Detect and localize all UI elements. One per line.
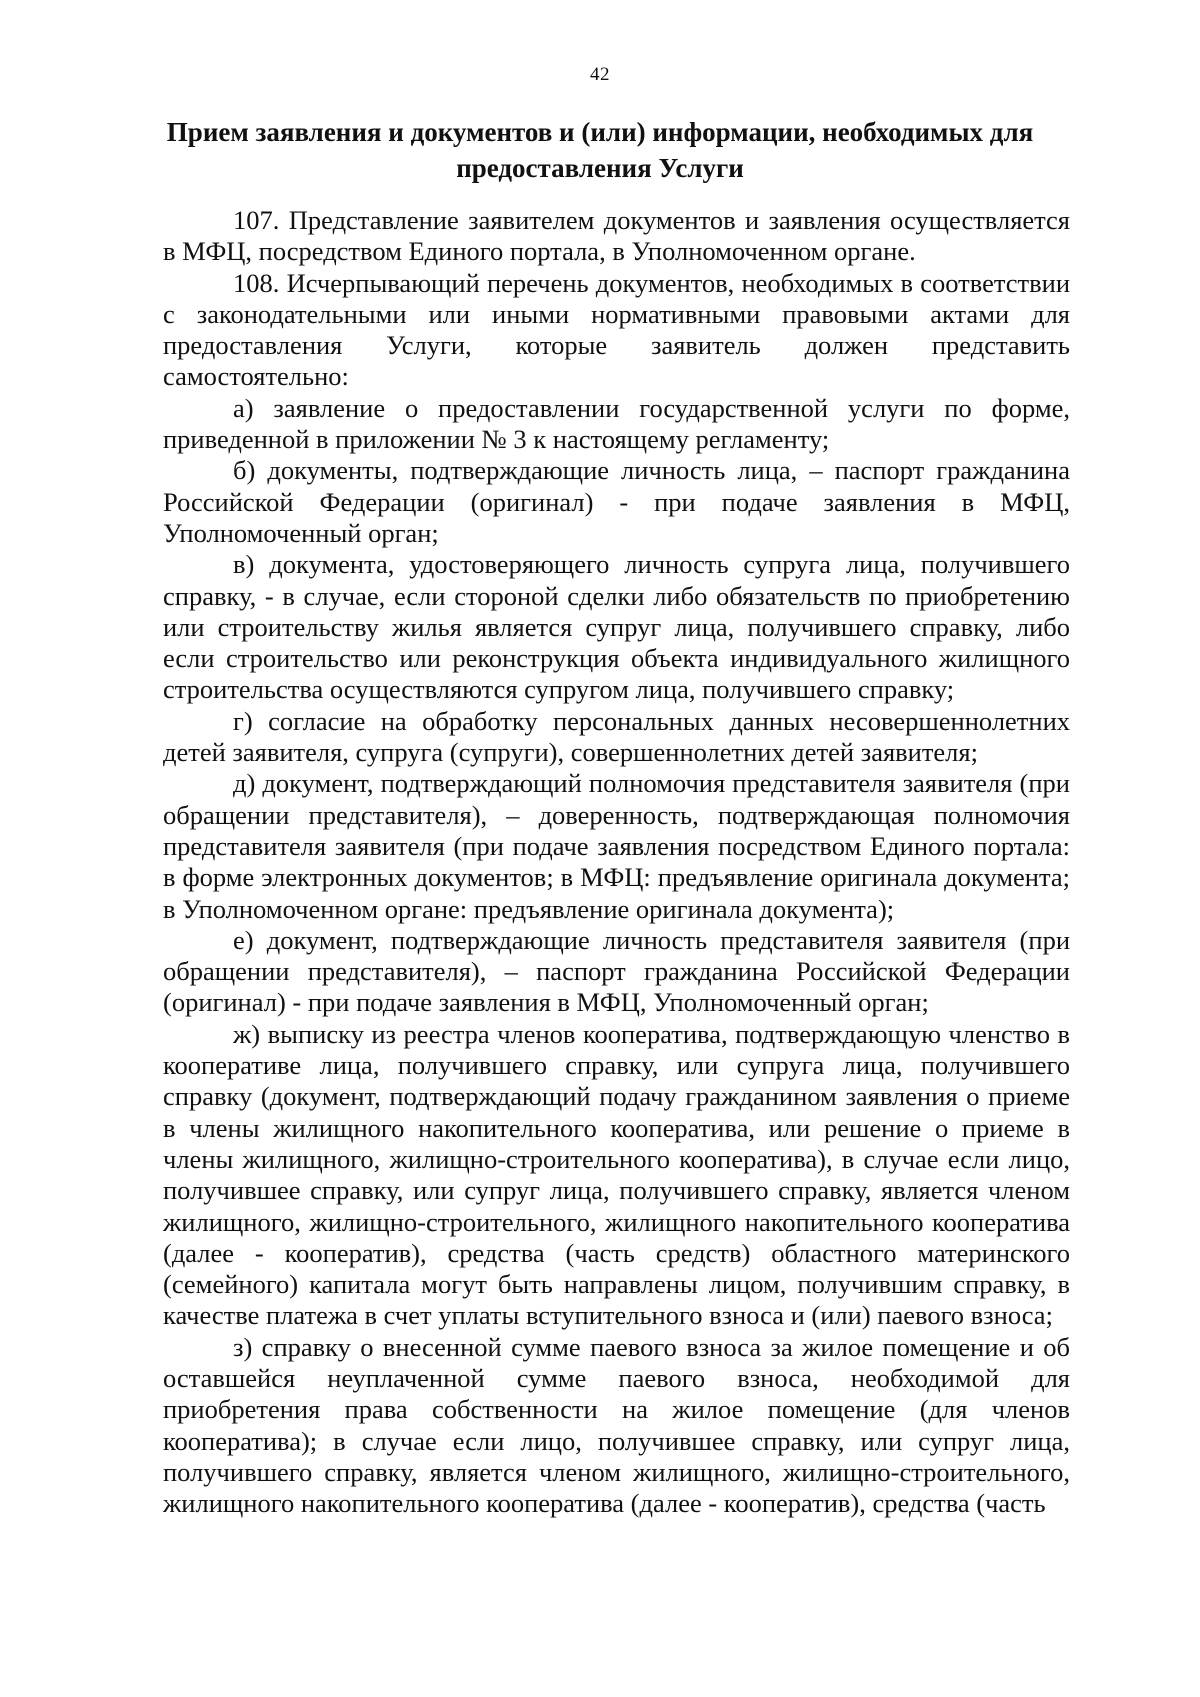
document-body bbox=[163, 205, 1070, 1519]
page-number: 42 bbox=[590, 64, 610, 85]
list-item-e: е) документ, подтверждающие личность представителя заявителя (при обращении представителя), – паспорт гражданина Российской Федерации (оригинал) - при подаче заявления в МФЦ, Уполномоченный орган; bbox=[163, 924, 1070, 1018]
paragraph-108: 108. Исчерпывающий перечень документов, необходимых в соответствии с законодательными или иными нормативными правовыми актами для предоставления Услуги, которые заявитель должен представить самостоятельно: bbox=[163, 267, 1070, 392]
list-item-v: в) документа, удостоверяющего личность супруга лица, получившего справку, - в случае, если стороной сделки либо обязательств по приобретению или строительству жилья является супруг лица, получившего справку, либо если строительство или реконструкция объекта индивидуального жилищного строительства осуществляются супругом лица, получившего справку; bbox=[163, 549, 1070, 705]
list-item-d: д) документ, подтверждающий полномочия представителя заявителя (при обращении представителя), – доверенность, подтверждающая полномочия представителя заявителя (при подаче заявления посредством Единого портала: в форме электронных документов; в МФЦ: предъявление оригинала документа; в Уполномоченном органе: предъявление оригинала документа); bbox=[163, 768, 1070, 924]
list-item-a: а) заявление о предоставлении государственной услуги по форме, приведенной в приложении № 3 к настоящему регламенту; bbox=[163, 392, 1070, 455]
section-heading: Прием заявления и документов и (или) информации, необходимых для предоставления Услуги bbox=[166, 117, 1034, 183]
list-item-g: г) согласие на обработку персональных данных несовершеннолетних детей заявителя, супруга (супруги), совершеннолетних детей заявителя; bbox=[163, 705, 1070, 768]
list-item-z: з) справку о внесенной сумме паевого взноса за жилое помещение и об оставшейся неуплаченной сумме паевого взноса, необходимой для приобретения права собственности на жилое помещение (для членов кооператива); в случае если лицо, получившее справку, или супруг лица, получившего справку, является членом жилищного, жилищно-строительного, жилищного накопительного кооператива (далее - кооператив), средства (часть bbox=[163, 1331, 1070, 1519]
list-item-b: б) документы, подтверждающие личность лица, – паспорт гражданина Российской Федерации (оригинал) - при подаче заявления в МФЦ, Уполномоченный орган; bbox=[163, 455, 1070, 548]
list-item-zh: ж) выписку из реестра членов кооператива, подтверждающую членство в кооперативе лица, получившего справку, или супруга лица, получившего справку (документ, подтверждающий подачу гражданином заявления о приеме в члены жилищного накопительного кооператива, или решение о приеме в члены жилищного, жилищно-строительного кооператива), в случае если лицо, получившее справку, или супруг лица, получившего справку, является членом жилищного, жилищно-строительного, жилищного накопительного кооператива (далее - кооператив), средства (часть средств) областного материнского (семейного) капитала могут быть направлены лицом, получившим справку, в качестве платежа в счет уплаты вступительного взноса и (или) паевого взноса; bbox=[163, 1018, 1070, 1331]
paragraph-107: 107. Представление заявителем документов и заявления осуществляется в МФЦ, посредством Единого портала, в Уполномоченном органе. bbox=[163, 205, 1070, 267]
